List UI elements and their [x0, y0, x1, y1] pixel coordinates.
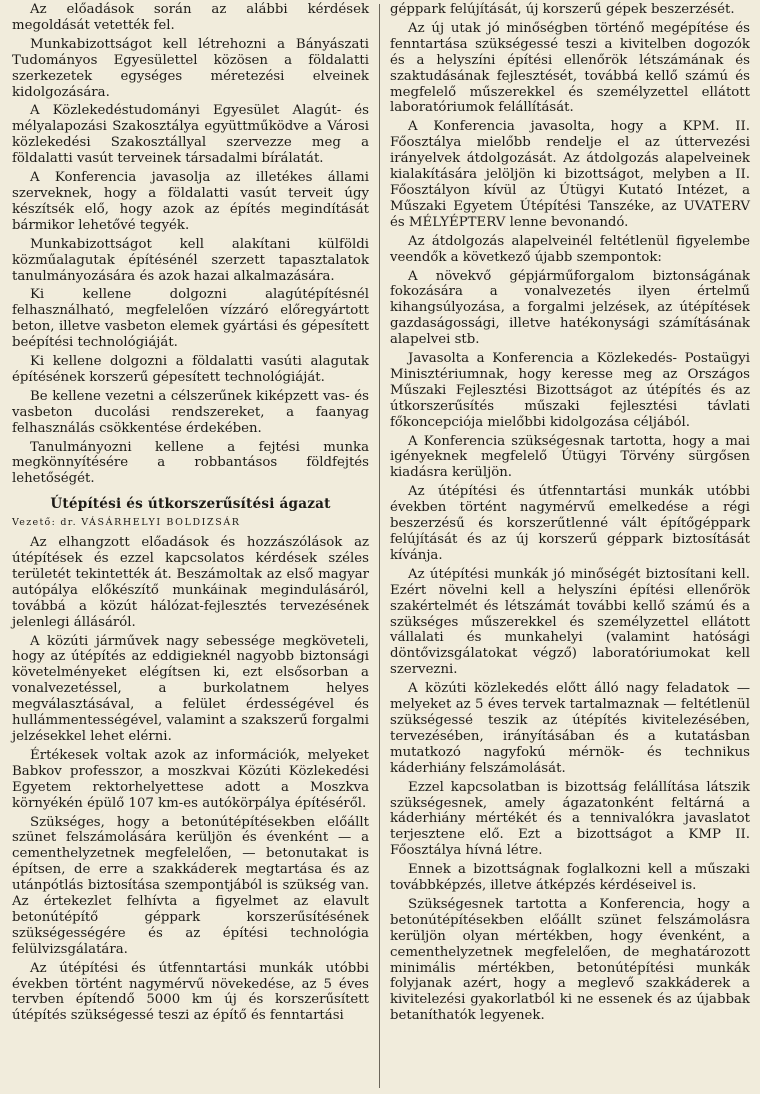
- left-column: [12, 2, 369, 1027]
- byline-name: VÁSÁRHELYI BOLDIZSÁR: [81, 517, 241, 529]
- byline-prefix: Vezető: dr.: [12, 517, 77, 529]
- section-byline: [12, 515, 369, 531]
- column-divider: [379, 4, 380, 1088]
- paragraph: Az elhangzott előadások és hozzászólások az útépítések és ezzel kapcsolatos kérdések széles területét tekintették át. Beszámoltak az első magyar autópálya előkészítő munkáinak megindulásáról, továbbá a közút hálózat-fejlesztés tervezésének jelenlegi állásáról.: [12, 535, 369, 630]
- right-column: [390, 2, 750, 1027]
- paragraph: Munkabizottságot kell alakítani külföldi közműalagutak építésénél szerzett tapasztalatok tanulmányozására és azok hazai alkalmazására.: [12, 236, 369, 284]
- paragraph: Az új utak jó minőségben történő megépítése és fenntartása szükségessé teszi a kivitelben dogozók és a helyszíni építési ellenőrök létszámának és szaktudásának fejlesztését, továbbá kellő számú és megfelelő műszerekkel és személyzettel ellátott laboratóriumok felállítását.: [390, 20, 750, 116]
- paragraph: Az útépítési munkák jó minőségét biztosítani kell. Ezért növelni kell a helyszíni építési ellenőrök szakértelmét és létszámát további kellő számú és a szükséges műszerekkel és személyzettel ellátott vállalati és munkahelyi (valamint hatósági döntővizsgálatokat végző) laboratóriumokat kell szervezni.: [390, 566, 750, 678]
- paragraph: Javasolta a Konferencia a Közlekedés- Postaügyi Minisztériumnak, hogy keresse meg az Országos Műszaki Fejlesztési Bizottságot az útépítés és az útkorszerűsítés műszaki fejlesztési távlati főkoncepciója mielőbbi kidolgozása céljából.: [390, 351, 750, 430]
- paragraph: A Közlekedéstudományi Egyesület Alagút- és mélyalapozási Szakosztálya együttműködve a Városi közlekedési Szakosztállyal szervezze meg a földalatti vasút terveinek társadalmi bírálatát.: [12, 103, 369, 167]
- paragraph: Tanulmányozni kellene a fejtési munka megkönnyítésére a robbantásos földfejtés lehetőségét.: [12, 439, 369, 487]
- paragraph: A Konferencia szükségesnak tartotta, hogy a mai igényeknek megfelelő Útügyi Törvény sürgősen kiadásra kerüljön.: [390, 433, 750, 481]
- paragraph-continuation: géppark felújítását, új korszerű gépek beszerzését.: [390, 2, 735, 17]
- paragraph: Ennek a bizottságnak foglalkozni kell a műszaki továbbképzés, illetve átképzés kérdéseivel is.: [390, 862, 750, 894]
- paragraph: Értékesek voltak azok az információk, melyeket Babkov professzor, a moszkvai Közúti Közlekedési Egyetem rektorhelyettese adott a Moszkva környékén épülő 107 km-es autókörpálya építéséről.: [12, 747, 369, 811]
- paragraph: Ki kellene dolgozni a földalatti vasúti alagutak építésének korszerű gépesített technológiáját.: [12, 354, 369, 385]
- paragraph: Be kellene vezetni a célszerűnek kiképzett vas- és vasbeton ducolási rendszereket, a faanyag felhasználás csökkentése érdekében.: [12, 388, 369, 436]
- paragraph: Szükségesnek tartotta a Konferencia, hogy a betonútépítésekben előállt szünet felszámolásra kerüljön olyan mértékben, hogy évenként, a cementhelyzetnek megfelelően, de meghatározott minimális mértékben, betonútépítési munkák folyjanak azért, hogy a meglevő szakkáderek a kivitelezési gyakorlatból ki ne essenek és az újabbak betaníthatók legyenek.: [390, 896, 750, 1024]
- paragraph: A növekvő gépjárműforgalom biztonságának fokozására a vonalvezetés ilyen értelmű kihangsúlyozása, a forgalmi jelzések, az útépítések gazdaságossági, illetve hatékonysági számításának alapelvei stb.: [390, 268, 750, 348]
- paragraph: Az előadások során az alábbi kérdések megoldását vetették fel.: [12, 2, 369, 33]
- paragraph: A Konferencia javasolta, hogy a KPM. II. Főosztálya mielőbb rendelje el az úttervezési irányelvek átdolgozását. Az átdolgozás alapelveinek kialakítására jelöljön ki bizottságot, melyben a II. Főosztályon kívül az Útügyi Kutató Intézet, a Műszaki Egyetem Útépítési Tanszéke, az UVATERV és MÉLYÉPTERV lenne bevonandó.: [390, 119, 750, 230]
- paragraph: Munkabizottságot kell létrehozni a Bányászati Tudományos Egyesülettel közösen a földalatti szerkezetek egységes méretezési elveinek kidolgozására.: [12, 36, 369, 100]
- paragraph: Ki kellene dolgozni alagútépítésnél felhasználható, megfelelően vízzáró előregyártott beton, illetve vasbeton elemek gyártási és gépesített beépítési technológiáját.: [12, 287, 369, 351]
- paragraph: Szükséges, hogy a betonútépítésekben előállt szünet felszámolására kerüljön és évenként — a cementhelyzetnek megfelelően, — betonutakat is építsen, de erre a szakkáderek megtartása és az utánpótlás biztosítása szempontjából is szükség van. Az értekezlet felhívta a figyelmet az elavult betonútépítő géppark korszerűsítésének szükségességére és az építési technológia felülvizsgálatára.: [12, 814, 369, 957]
- paragraph: Ezzel kapcsolatban is bizottság felállítása látszik szükségesnek, amely ágazatonként feltárná a káderhiány mértékét és a tennivalókra javaslatot terjesztene elő. Ezt a bizottságot a KMP II. Főosztálya hívná létre.: [390, 779, 750, 859]
- paragraph: Az átdolgozás alapelveinél feltétlenül figyelembe veendők a következő újabb szempontok:: [390, 233, 750, 265]
- paragraph: Az útépítési és útfenntartási munkák utóbbi években történt nagymérvű emelkedése a régi beszerzésű és korszerűtlenné vált építőgéppark felújítását és az új korszerű géppark biztosítását kívánja.: [390, 484, 750, 563]
- section-heading: Útépítési és útkorszerűsítési ágazat: [50, 496, 331, 513]
- paragraph: Az útépítési és útfenntartási munkák utóbbi években történt nagymérvű növekedése, az 5 éves tervben építendő 5000 km új és korszerűsített útépítés szükségessé teszi az építő és fenntartási: [12, 960, 369, 1024]
- paragraph: A közúti járművek nagy sebessége megköveteli, hogy az útépítés az eddigieknél nagyobb biztonsági követelményeket elégítsen ki, ezt elsősorban a vonalvezetéssel, a burkolatnem helyes megválasztásával, a felület érdességével és hullámmentességével, valamint a szakszerű forgalmi jelzésekkel lehet elérni.: [12, 633, 369, 744]
- paragraph: A közúti közlekedés előtt álló nagy feladatok — melyeket az 5 éves tervek tartalmaznak — feltétlenül szükségessé teszik az útépítés kivitelezésében, tervezésében, irányításában és a kutatásban mutatkozó nagyfokú mérnök- és technikus káderhiány felszámolását.: [390, 681, 750, 776]
- paragraph: A Konferencia javasolja az illetékes állami szerveknek, hogy a földalatti vasút terveit úgy készítsék elő, hogy azok az építés megindítását bármikor lehetővé tegyék.: [12, 170, 369, 233]
